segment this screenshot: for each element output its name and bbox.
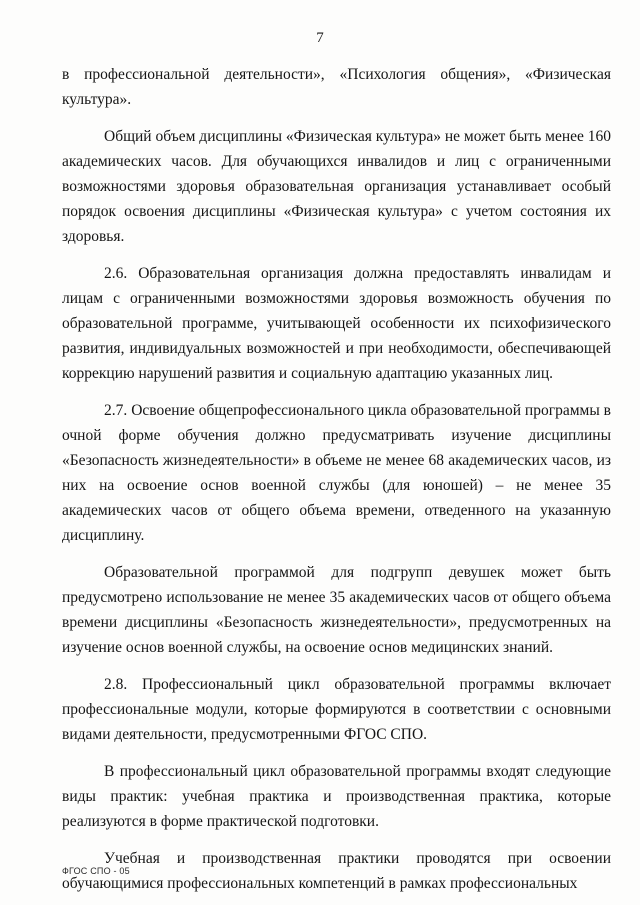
paragraph-2-8: 2.8. Профессиональный цикл образовательной программы включает профессиональные модули, которые формируются в соответствии с основными видами деятельности, предусмотренными ФГОС СПО. bbox=[62, 676, 611, 743]
paragraph-girls-subgroups: Образовательной программой для подгрупп девушек может быть предусмотрено использование не менее 35 академических часов от общего объема времени дисциплины «Безопасность жизнедеятельности», предусмотренных на изучение основ военной службы, на освоение основ медицинских знаний. bbox=[62, 564, 611, 656]
paragraph-physical-culture: Общий объем дисциплины «Физическая культура» не может быть менее 160 академических часов. Для обучающихся инвалидов и лиц с ограниченными возможностями здоровья образовательная организация устанавливает особый порядок освоения дисциплины «Физическая культура» с учетом состояния их здоровья. bbox=[62, 128, 612, 245]
paragraph-2-6: 2.6. Образовательная организация должна предоставлять инвалидам и лицам с ограниченными возможностями здоровья возможность обучения по образовательной программе, учитывающей особенности их психофизического развития, индивидуальных возможностей и при необходимости, обеспечивающей коррекцию нарушений развития и социальную адаптацию указанных лиц. bbox=[62, 265, 611, 382]
document-body bbox=[62, 62, 611, 908]
paragraph-2-7: 2.7. Освоение общепрофессионального цикла образовательной программы в очной форме обучения должно предусматривать изучение дисциплины «Безопасность жизнедеятельности» в объеме не менее 68 академических часов, из них на освоение основ военной службы (для юношей) – не менее 35 академических часов от общего объема времени, отведенного на указанную дисциплину. bbox=[62, 402, 611, 544]
paragraph-practice-types: В профессиональный цикл образовательной программы входят следующие виды практик: учебная практика и производственная практика, которые реализуются в форме практической подготовки. bbox=[62, 763, 611, 830]
paragraph-continuation: в профессиональной деятельности», «Психология общения», «Физическая культура». bbox=[62, 66, 611, 108]
paragraph-practice-conduct: Учебная и производственная практики проводятся при освоении обучающимися профессиональных компетенций в рамках профессиональных bbox=[62, 850, 611, 892]
page-number: 7 bbox=[316, 30, 324, 46]
footer-standard-code: ФГОС СПО - 05 bbox=[62, 866, 130, 876]
